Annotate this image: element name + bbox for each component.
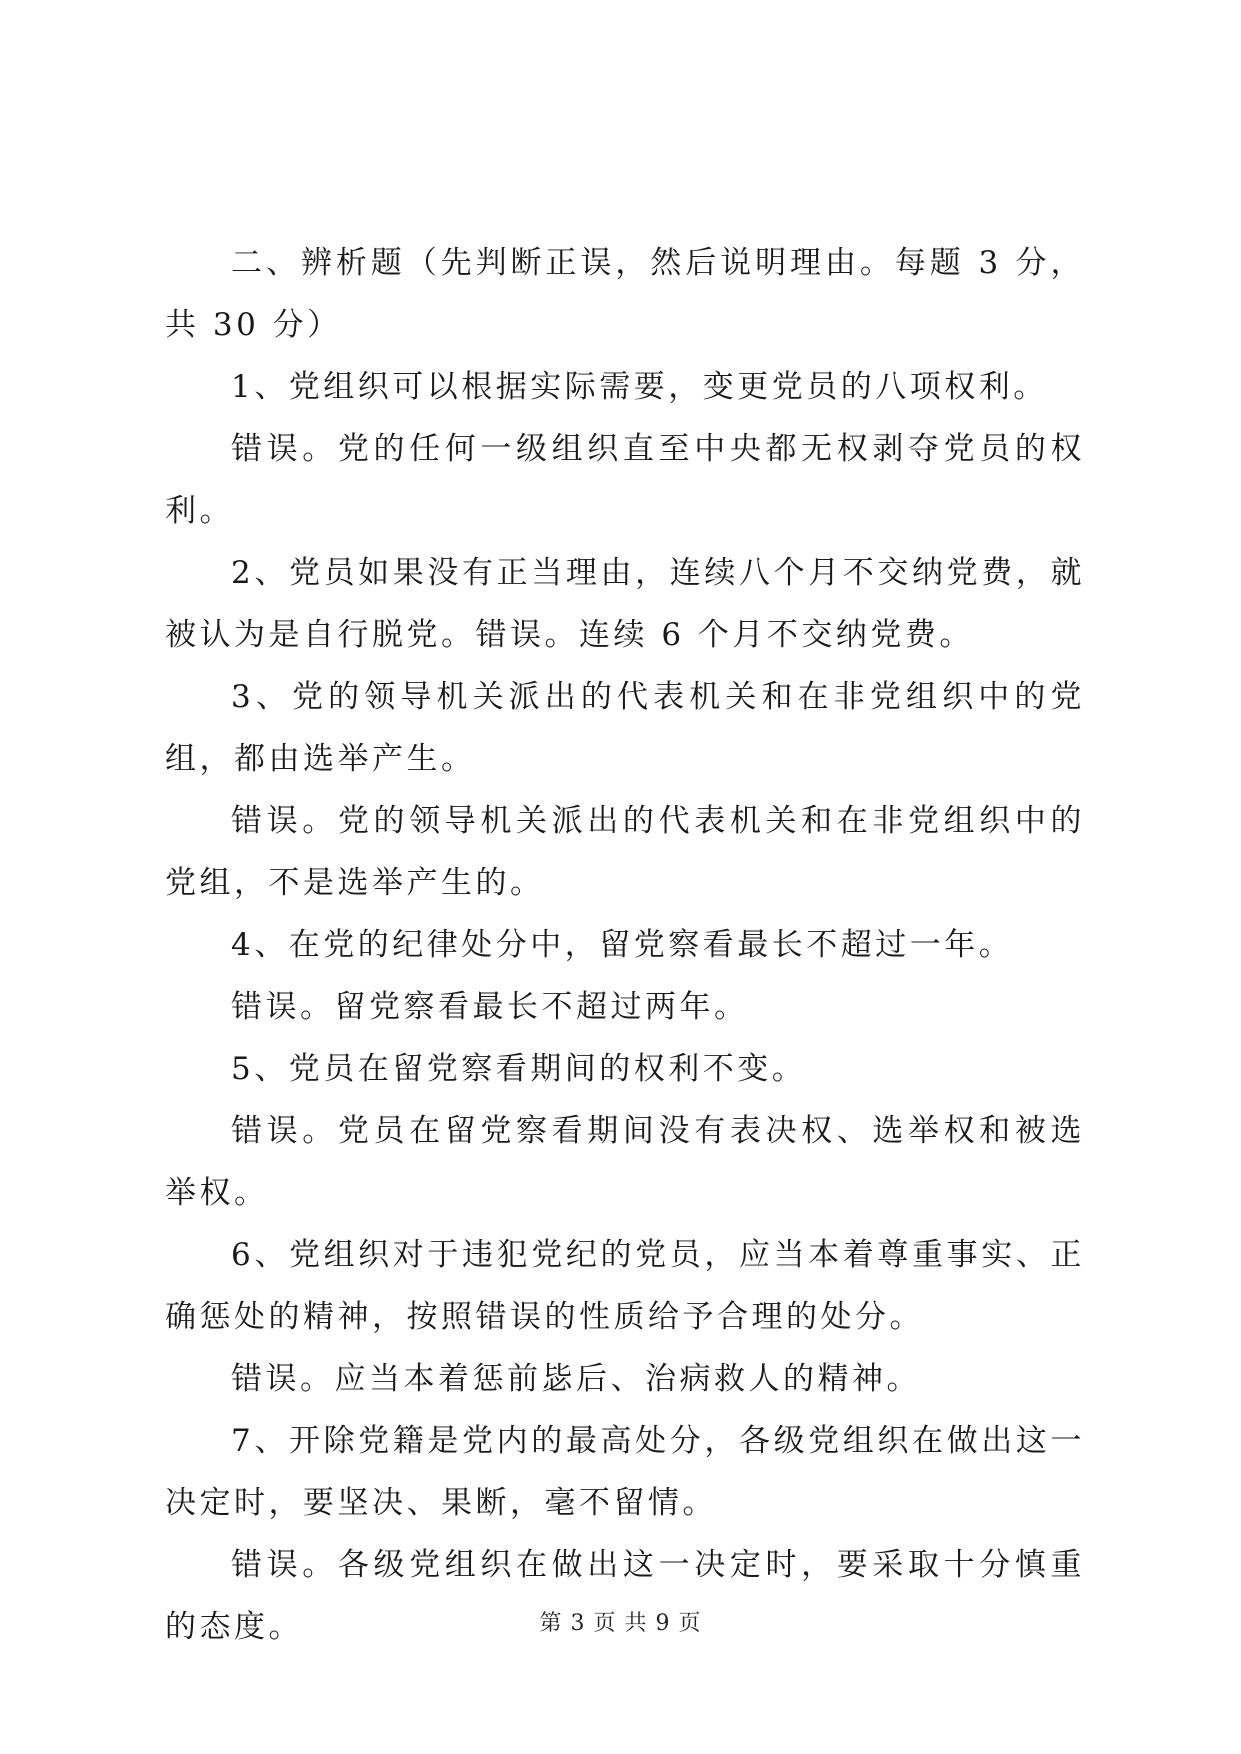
question-3: 3、党的领导机关派出的代表机关和在非党组织中的党组，都由选举产生。 [165, 679, 1085, 777]
section-heading: 二、辨析题（先判断正误，然后说明理由。每题 3 分，共 30 分） [165, 245, 1085, 343]
question-2: 2、党员如果没有正当理由，连续八个月不交纳党费，就被认为是自行脱党。错误。连续 6 个月不交纳党费。 [165, 555, 1085, 653]
answer-6: 错误。应当本着惩前毖后、治病救人的精神。 [231, 1361, 921, 1397]
answer-5: 错误。党员在留党察看期间没有表决权、选举权和被选举权。 [165, 1113, 1085, 1211]
question-4: 4、在党的纪律处分中，留党察看最长不超过一年。 [231, 927, 1014, 963]
answer-1: 错误。党的任何一级组织直至中央都无权剥夺党员的权利。 [165, 431, 1085, 529]
page-label: 第 3 页 共 9 页 [539, 1611, 702, 1636]
answer-4: 错误。留党察看最长不超过两年。 [231, 989, 749, 1025]
answer-3: 错误。党的领导机关派出的代表机关和在非党组织中的党组，不是选举产生的。 [165, 803, 1085, 901]
document-body [165, 232, 1085, 1658]
question-5: 5、党员在留党察看期间的权利不变。 [231, 1051, 807, 1087]
answer-7: 错误。各级党组织在做出这一决定时，要采取十分慎重的态度。 [165, 1547, 1085, 1645]
question-7: 7、开除党籍是党内的最高处分，各级党组织在做出这一决定时，要坚决、果断，毫不留情。 [165, 1423, 1085, 1521]
page-number-footer [0, 1606, 1241, 1637]
question-6: 6、党组织对于违犯党纪的党员，应当本着尊重事实、正确惩处的精神，按照错误的性质给予合理的处分。 [165, 1237, 1085, 1335]
question-1: 1、党组织可以根据实际需要，变更党员的八项权利。 [231, 369, 1048, 405]
